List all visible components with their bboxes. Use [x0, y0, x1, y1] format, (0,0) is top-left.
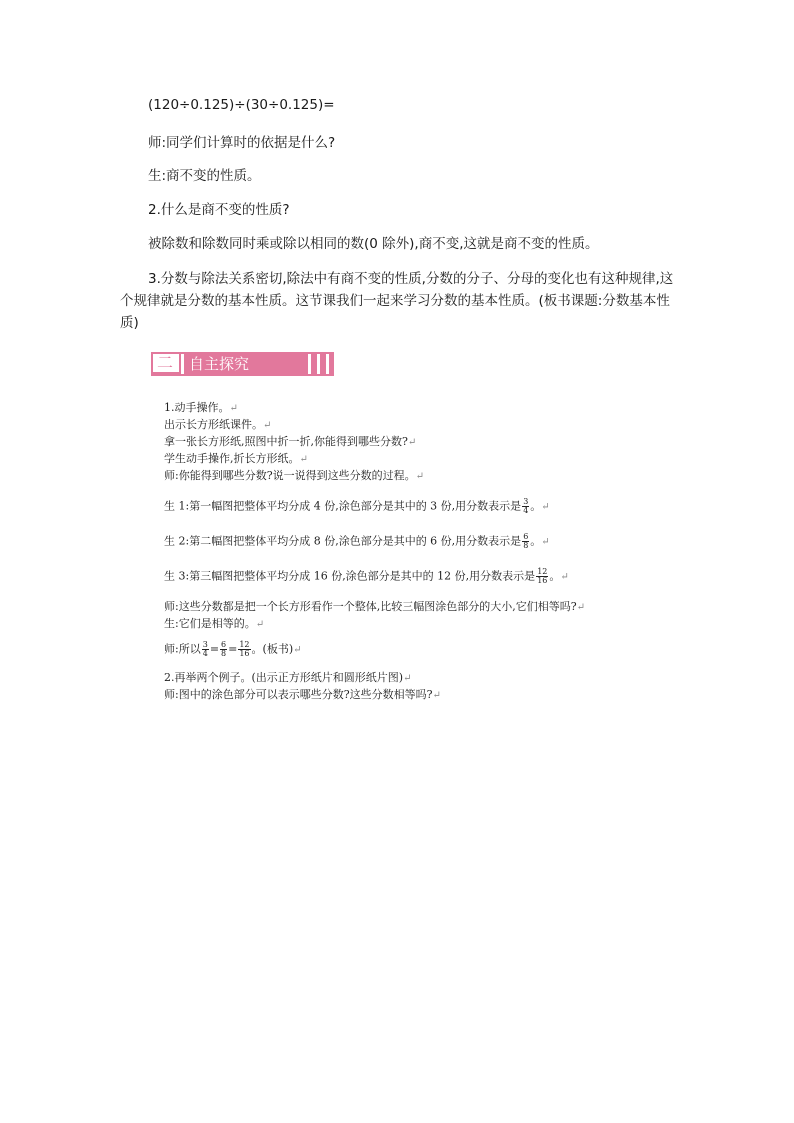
scan-line: 生 2:第二幅图把整体平均分成 8 份,涂色部分是其中的 6 份,用分数表示是 $\frac{6}{8}$ 。↵	[164, 532, 550, 550]
scan-line: 生 1:第一幅图把整体平均分成 4 份,涂色部分是其中的 3 份,用分数表示是 $\frac{3}{4}$ 。↵	[164, 497, 550, 515]
scan-line: 师:图中的涂色部分可以表示哪些分数?这些分数相等吗?↵	[164, 688, 441, 701]
banner-stripe	[326, 354, 329, 374]
banner-stripe	[317, 354, 320, 374]
teacher-question: 师:同学们计算时的依据是什么?	[148, 135, 336, 151]
fraction: $\frac{12}{16}$	[239, 640, 250, 658]
section-banner	[151, 352, 334, 376]
scan-line: 出示长方形纸课件。↵	[164, 418, 272, 431]
banner-number: 二	[157, 353, 174, 372]
scan-line: 生:它们是相等的。↵	[164, 617, 265, 630]
intro-paragraph: 3.分数与除法关系密切,除法中有商不变的性质,分数的分子、分母的变化也有这种规律,这个规律就是分数的基本性质。这节课我们一起来学习分数的基本性质。(板书课题:分数基本性质)	[120, 271, 674, 331]
banner-stripe	[308, 354, 311, 374]
fraction: $\frac{6}{8}$	[221, 640, 227, 658]
fraction: $\frac{6}{8}$	[523, 532, 529, 550]
fraction: $\frac{12}{16}$	[537, 567, 548, 585]
banner-divider	[181, 354, 184, 374]
student-answer: 生:商不变的性质。	[148, 168, 261, 184]
banner-title: 自主探究	[189, 355, 250, 373]
scan-line: 师:你能得到哪些分数?说一说得到这些分数的过程。↵	[164, 469, 424, 482]
banner-number-box	[153, 354, 179, 372]
scan-line: 师:所以 $\frac{3}{4}$ = $\frac{6}{8}$ = $\frac{12}{16}$ 。(板书)↵	[164, 640, 302, 658]
fraction: $\frac{3}{4}$	[523, 497, 529, 515]
fraction: $\frac{3}{4}$	[202, 640, 208, 658]
definition-line: 被除数和除数同时乘或除以相同的数(0 除外),商不变,这就是商不变的性质。	[148, 236, 599, 252]
scan-line: 师:这些分数都是把一个长方形看作一个整体,比较三幅图涂色部分的大小,它们相等吗?↵	[164, 600, 585, 613]
scan-line: 2.再举两个例子。(出示正方形纸片和圆形纸片图)↵	[164, 671, 412, 684]
scan-line: 学生动手操作,折长方形纸。↵	[164, 452, 308, 465]
equation-line: (120÷0.125)÷(30÷0.125)=	[148, 97, 335, 113]
scan-line: 1.动手操作。↵	[164, 401, 238, 414]
question-2: 2.什么是商不变的性质?	[148, 202, 290, 218]
scan-line: 生 3:第三幅图把整体平均分成 16 份,涂色部分是其中的 12 份,用分数表示是 $\frac{12}{16}$ 。↵	[164, 567, 569, 585]
scan-line: 拿一张长方形纸,照图中折一折,你能得到哪些分数?↵	[164, 435, 417, 448]
